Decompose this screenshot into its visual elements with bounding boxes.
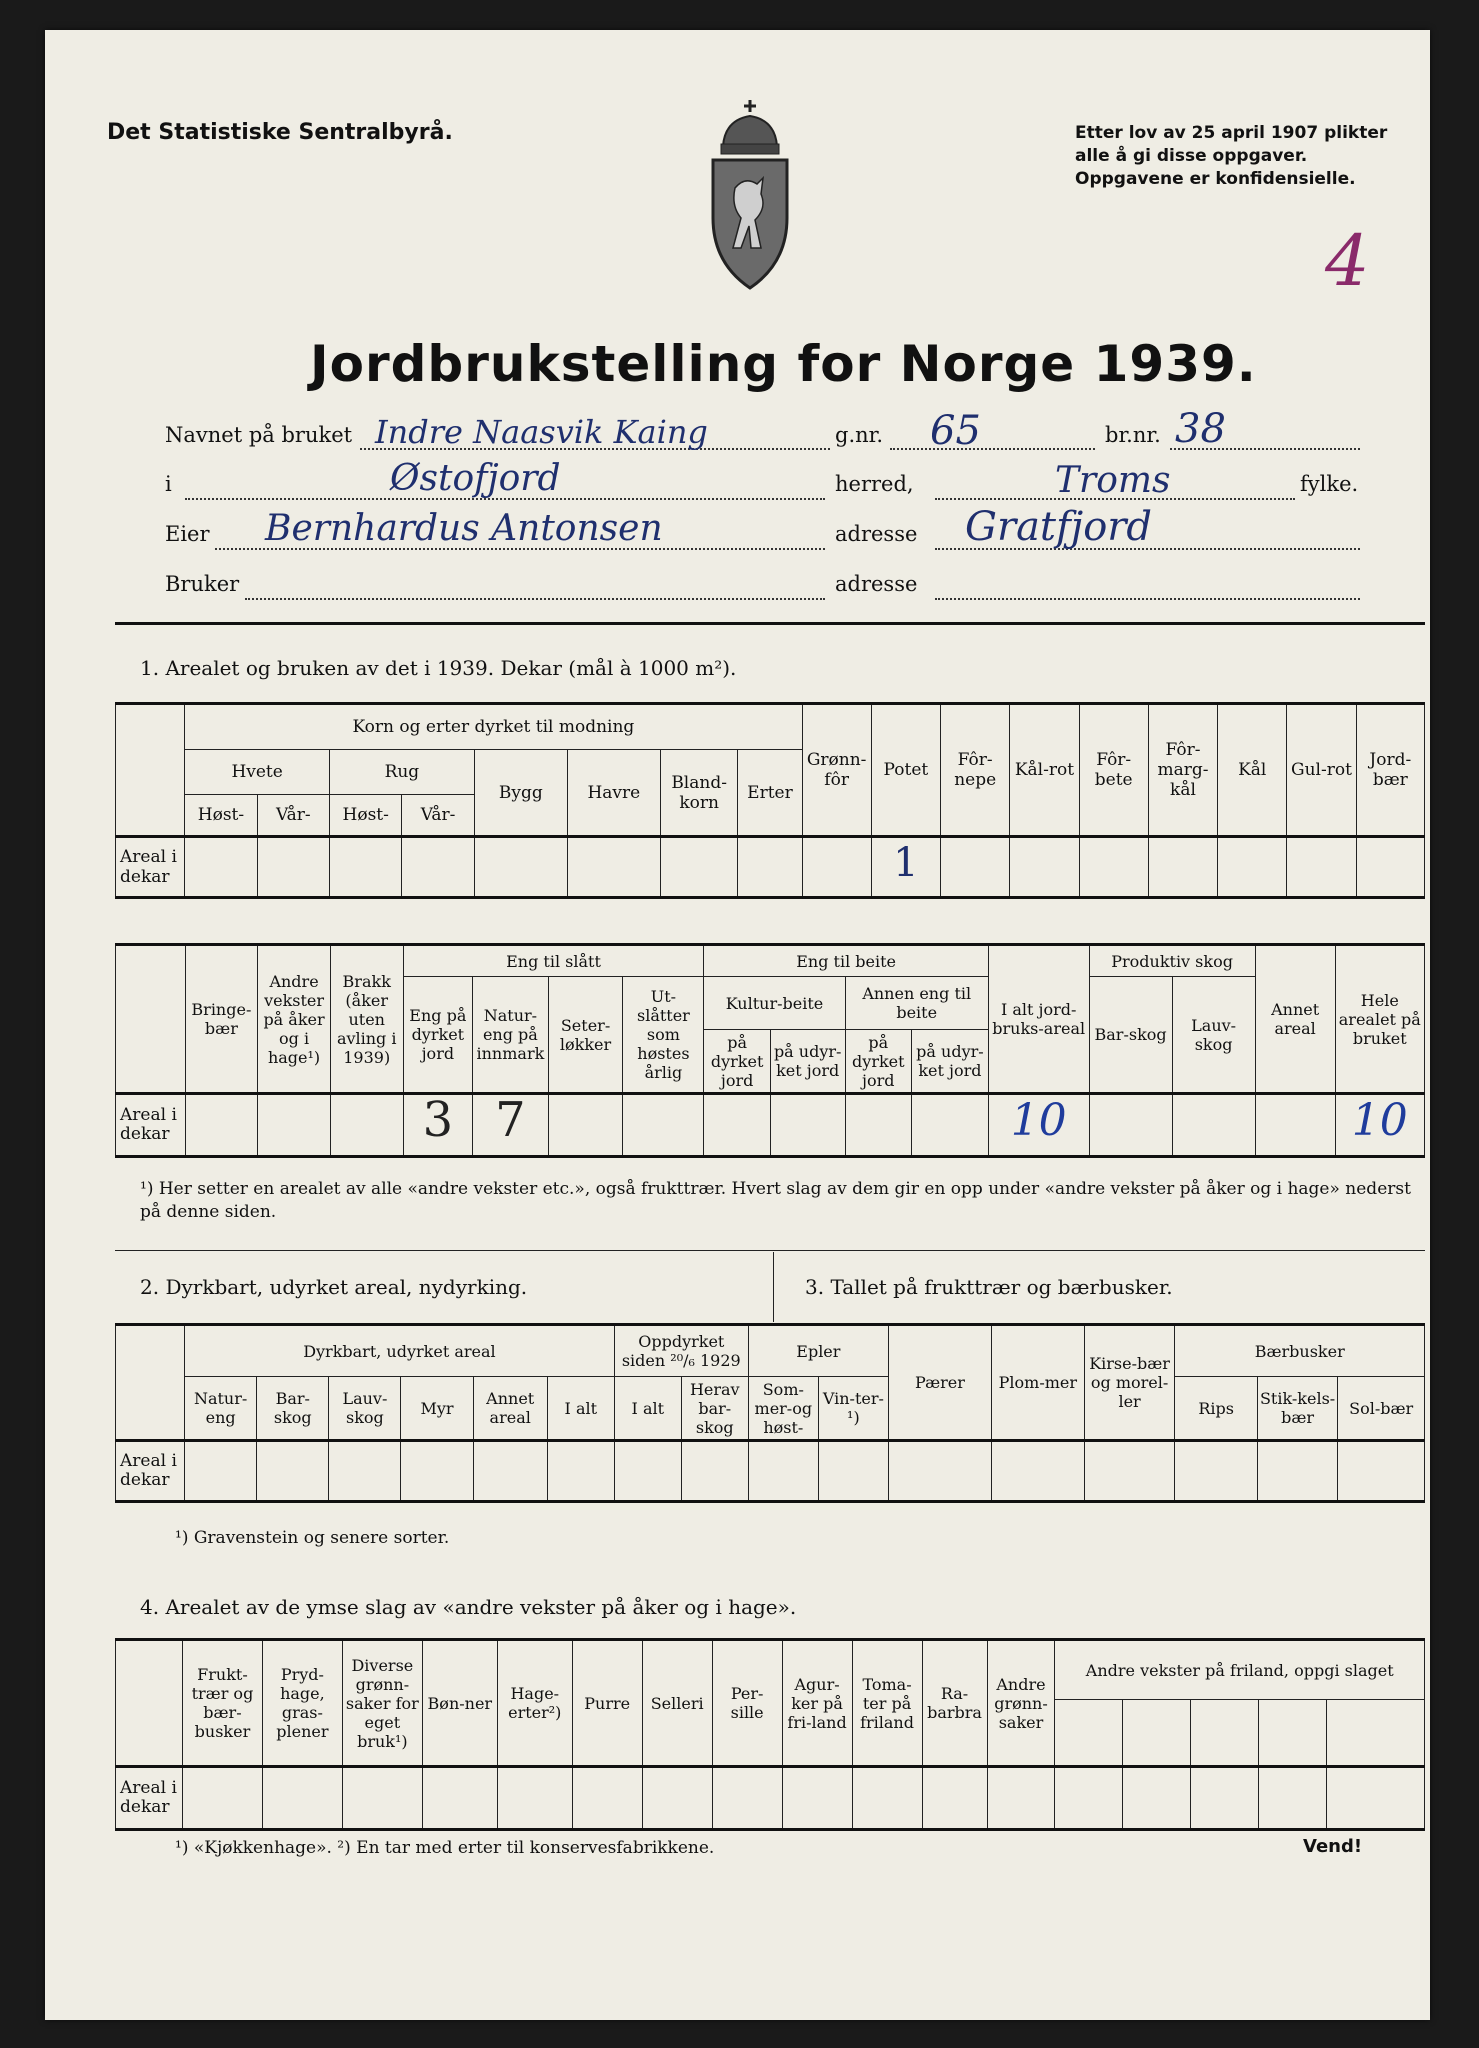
form-page	[45, 30, 1430, 2020]
owner-address-label: adresse	[835, 522, 918, 546]
divider	[115, 1250, 1425, 1251]
section-4-heading: 4. Arealet av de ymse slag av «andre vekster på åker og i hage».	[140, 1595, 797, 1619]
cell-natureng[interactable]	[473, 1091, 549, 1157]
cell-seterlokker[interactable]	[548, 1094, 623, 1157]
section-2-3-data-row	[116, 1441, 1425, 1502]
col-myr: Myr	[401, 1377, 473, 1441]
cell-selleri[interactable]	[642, 1767, 712, 1830]
cell-bonner[interactable]	[422, 1767, 497, 1830]
col-hageerter: Hage-erter²)	[497, 1640, 572, 1767]
cell-plommer[interactable]	[991, 1441, 1084, 1502]
col-kultur-udyrket: på udyr-ket jord	[770, 1030, 845, 1094]
cell-hvete-var[interactable]	[257, 837, 329, 898]
section-4-data-row	[116, 1767, 1425, 1830]
col-annen-udyrket: på udyr-ket jord	[912, 1030, 989, 1094]
cell-prydhage[interactable]	[262, 1767, 342, 1830]
row-label-areal-d: Areal i dekar	[116, 1767, 183, 1830]
col-kultur-dyrket: på dyrket jord	[704, 1030, 770, 1094]
turn-over-note: Vend!	[1303, 1836, 1363, 1857]
row-label-header-c	[116, 1325, 185, 1441]
cell-formargkal[interactable]	[1148, 837, 1217, 898]
row-label-areal: Areal i dekar	[116, 837, 185, 898]
col-seterlokker: Seter-løkker	[548, 977, 623, 1094]
col-selleri: Selleri	[642, 1640, 712, 1767]
cell-potet[interactable]	[871, 837, 940, 898]
eng-beite-group: Eng til beite	[704, 945, 988, 977]
oppdyrket-group: Oppdyrket siden ²⁰/₆ 1929	[614, 1325, 748, 1377]
cell-forbete[interactable]	[1079, 837, 1148, 898]
col-blandkorn: Bland-korn	[660, 750, 738, 837]
col-oppdyrket-i-alt: I alt	[614, 1377, 681, 1441]
col-forbete: Fôr-bete	[1079, 704, 1148, 837]
cell-kal[interactable]	[1218, 837, 1287, 898]
col-barskog: Bar-skog	[1089, 977, 1172, 1094]
cell-myr[interactable]	[401, 1441, 473, 1502]
epler-group: Epler	[748, 1325, 888, 1377]
cell-rug-var[interactable]	[402, 837, 474, 898]
col-fornepe: Fôr-nepe	[941, 704, 1010, 837]
owner-value[interactable]: Bernhardus Antonsen	[265, 508, 663, 549]
legal-line-2: alle å gi disse oppgaver.	[1075, 146, 1308, 166]
cell-epler-vinter[interactable]	[818, 1441, 888, 1502]
row-label-areal-c: Areal i dekar	[116, 1441, 185, 1502]
baerbusker-group: Bærbusker	[1175, 1325, 1425, 1377]
coat-of-arms-emblem	[705, 98, 795, 298]
col-kirsebaer: Kirse-bær og morel-ler	[1084, 1325, 1175, 1441]
col-prydhage: Pryd-hage, gras-plener	[262, 1640, 342, 1767]
cell-bygg[interactable]	[474, 837, 567, 898]
section-2-3-table	[115, 1323, 1425, 1503]
cell-barskog-2[interactable]	[257, 1441, 329, 1502]
user-address-line	[935, 598, 1360, 600]
gnr-value[interactable]: 65	[930, 408, 981, 454]
cell-friland-3[interactable]	[1191, 1767, 1259, 1830]
col-paerer: Pærer	[888, 1325, 991, 1441]
row-label-header-b	[116, 945, 186, 1094]
farm-label: Navnet på bruket	[165, 423, 353, 447]
row-label-header	[116, 704, 185, 837]
gnr-label: g.nr.	[835, 423, 884, 447]
cell-friland-2[interactable]	[1123, 1767, 1191, 1830]
col-frukttraer: Frukt-trær og bær-busker	[182, 1640, 262, 1767]
row-label-areal-b: Areal i dekar	[116, 1094, 186, 1157]
cell-agurker[interactable]	[782, 1767, 852, 1830]
col-annet-areal-2: Annet areal	[473, 1377, 547, 1441]
i-label: i	[165, 472, 172, 496]
col-bonner: Bøn-ner	[422, 1640, 497, 1767]
col-kal: Kål	[1218, 704, 1287, 837]
eng-slatt-group: Eng til slått	[403, 945, 704, 977]
user-line	[245, 598, 825, 600]
cell-kirsebaer[interactable]	[1084, 1441, 1175, 1502]
annen-eng-group: Annen eng til beite	[845, 977, 988, 1030]
produktiv-skog-group: Produktiv skog	[1089, 945, 1255, 977]
cell-jordbaer[interactable]	[1356, 837, 1424, 898]
cell-solbaer[interactable]	[1338, 1441, 1425, 1502]
cell-i-alt[interactable]	[988, 1094, 1089, 1157]
cell-annen-dyrket[interactable]	[845, 1094, 911, 1157]
land-use-table-b	[115, 943, 1425, 1158]
cell-kalrot[interactable]	[1010, 837, 1079, 898]
col-annet-areal: Annet areal	[1255, 945, 1335, 1094]
col-rug: Rug	[330, 750, 475, 795]
col-erter: Erter	[738, 750, 802, 837]
cell-fornepe[interactable]	[941, 837, 1010, 898]
legal-line-1: Etter lov av 25 april 1907 plikter	[1075, 123, 1388, 143]
cell-lauvskog[interactable]	[1172, 1094, 1255, 1157]
cell-tomater[interactable]	[852, 1767, 922, 1830]
col-epler-vinter: Vin-ter-¹)	[818, 1377, 888, 1441]
cell-kultur-dyrket[interactable]	[704, 1094, 770, 1157]
land-use-table-a	[115, 702, 1425, 899]
col-friland-4[interactable]	[1259, 1700, 1327, 1767]
col-stikkelsbaer: Stik-kels-bær	[1257, 1377, 1337, 1441]
cell-oppdyrket-i-alt[interactable]	[614, 1441, 681, 1502]
user-label: Bruker	[165, 572, 240, 596]
cell-annen-udyrket[interactable]	[912, 1094, 989, 1157]
form-title: Jordbrukstelling for Norge 1939.	[310, 335, 1257, 393]
col-i-alt-2: I alt	[547, 1377, 614, 1441]
col-persille: Per-sille	[712, 1640, 782, 1767]
cell-i-alt-2[interactable]	[547, 1441, 614, 1502]
page-mark-number: 4	[1325, 220, 1370, 302]
col-kalrot: Kål-rot	[1010, 704, 1079, 837]
divider	[115, 622, 1425, 625]
brnr-value[interactable]: 38	[1175, 406, 1226, 452]
section-1-heading: 1. Arealet og bruken av det i 1939. Dekar (mål à 1000 m²).	[140, 656, 737, 680]
col-epler-sommer: Som-mer-og høst-	[748, 1377, 818, 1441]
col-friland-3[interactable]	[1191, 1700, 1259, 1767]
col-potet: Potet	[871, 704, 940, 837]
gnr-line	[890, 448, 1095, 450]
cell-stikkelsbaer[interactable]	[1257, 1441, 1337, 1502]
cell-rabarbra[interactable]	[922, 1767, 987, 1830]
table-a-data-row	[116, 837, 1425, 898]
agency-name: Det Statistiske Sentralbyrå.	[107, 120, 453, 145]
farm-name-value[interactable]: Indre Naasvik Kaing	[375, 413, 708, 451]
cell-annet-2[interactable]	[473, 1441, 547, 1502]
col-friland-5[interactable]	[1327, 1700, 1425, 1767]
section-1-footnote: ¹) Her setter en arealet av alle «andre vekster etc.», også frukttrær. Hvert slag av dem gir en opp under «andre vekster på åker og i hage» nederst på denne siden.	[140, 1179, 1411, 1222]
cell-friland-4[interactable]	[1259, 1767, 1327, 1830]
col-rips: Rips	[1175, 1377, 1257, 1441]
col-herav-barskog: Herav bar-skog	[681, 1377, 748, 1441]
col-havre: Havre	[567, 750, 660, 837]
col-diverse: Diverse grønn-saker for eget bruk¹)	[342, 1640, 422, 1767]
fylke-label: fylke.	[1300, 472, 1359, 496]
col-plommer: Plom-mer	[991, 1325, 1084, 1441]
cell-annet-areal[interactable]	[1255, 1094, 1335, 1157]
cell-purre[interactable]	[572, 1767, 642, 1830]
col-lauvskog: Lauv-skog	[1172, 977, 1255, 1094]
cell-barskog[interactable]	[1089, 1094, 1172, 1157]
section-2-heading: 2. Dyrkbart, udyrket areal, nydyrking.	[140, 1275, 528, 1299]
korn-group-header: Korn og erter dyrket til modning	[185, 704, 802, 750]
kulturbeite-group: Kultur-beite	[704, 977, 845, 1030]
col-hvete-host: Høst-	[185, 795, 257, 837]
col-bygg: Bygg	[474, 750, 567, 837]
cell-andre-vekster[interactable]	[258, 1094, 331, 1157]
cell-epler-sommer[interactable]	[748, 1441, 818, 1502]
section-3-heading: 3. Tallet på frukttrær og bærbusker.	[805, 1275, 1173, 1299]
col-purre: Purre	[572, 1640, 642, 1767]
cell-gronnfor[interactable]	[802, 837, 871, 898]
col-rug-var: Vår-	[402, 795, 474, 837]
col-agurker: Agur-ker på fri-land	[782, 1640, 852, 1767]
col-hele-arealet: Hele arealet på bruket	[1335, 945, 1424, 1094]
col-rug-host: Høst-	[330, 795, 402, 837]
section-divider-vertical	[773, 1252, 774, 1322]
col-natureng: Natur-eng på innmark	[473, 977, 549, 1094]
section-4-table	[115, 1638, 1425, 1831]
col-utslatter: Ut-slåtter som høstes årlig	[623, 977, 704, 1094]
owner-label: Eier	[165, 522, 210, 546]
row-label-header-d	[116, 1640, 183, 1767]
fylke-value[interactable]: Troms	[1055, 460, 1171, 501]
cell-andre-gronnsaker[interactable]	[987, 1767, 1055, 1830]
cell-lauvskog-2[interactable]	[329, 1441, 401, 1502]
col-natureng-2: Natur-eng	[185, 1377, 257, 1441]
col-formargkal: Fôr-marg-kål	[1148, 704, 1217, 837]
cell-diverse[interactable]	[342, 1767, 422, 1830]
col-andre-gronnsaker: Andre grønn-saker	[987, 1640, 1055, 1767]
cell-brakk[interactable]	[330, 1094, 403, 1157]
cell-hvete-host[interactable]	[185, 837, 257, 898]
table-b-data-row	[116, 1094, 1425, 1157]
eng-dyrket-value: 3	[422, 1091, 454, 1148]
col-solbaer: Sol-bær	[1338, 1377, 1425, 1441]
dyrkbart-group: Dyrkbart, udyrket areal	[185, 1325, 615, 1377]
cell-frukttraer[interactable]	[182, 1767, 262, 1830]
potet-value: 1	[893, 840, 919, 886]
cell-hageerter[interactable]	[497, 1767, 572, 1830]
col-jordbaer: Jord-bær	[1356, 704, 1424, 837]
cell-eng-dyrket[interactable]	[403, 1091, 473, 1157]
cell-erter[interactable]	[738, 837, 802, 898]
cell-kultur-udyrket[interactable]	[770, 1094, 845, 1157]
i-alt-value: 10	[1010, 1095, 1067, 1146]
col-bringebaer: Bringe-bær	[185, 945, 258, 1094]
col-friland-1[interactable]	[1055, 1700, 1123, 1767]
col-gronnfor: Grønn-fôr	[802, 704, 871, 837]
col-annen-dyrket: på dyrket jord	[845, 1030, 911, 1094]
legal-notice	[1075, 122, 1387, 191]
cell-gulrot[interactable]	[1287, 837, 1356, 898]
col-lauvskog-2: Lauv-skog	[329, 1377, 401, 1441]
cell-paerer[interactable]	[888, 1441, 991, 1502]
cell-utslatter[interactable]	[623, 1094, 704, 1157]
section-2-footnote: ¹) Gravenstein og senere sorter.	[175, 1528, 450, 1548]
col-barskog-2: Bar-skog	[257, 1377, 329, 1441]
cell-friland-1[interactable]	[1055, 1767, 1123, 1830]
herred-value[interactable]: Østofjord	[390, 458, 561, 499]
section-4-footnote: ¹) «Kjøkkenhage». ²) En tar med erter til konservesfabrikkene.	[175, 1838, 715, 1858]
col-hvete: Hvete	[185, 750, 330, 795]
cell-rips[interactable]	[1175, 1441, 1257, 1502]
user-address-label: adresse	[835, 572, 918, 596]
col-brakk: Brakk (åker uten avling i 1939)	[330, 945, 403, 1094]
col-hvete-var: Vår-	[257, 795, 329, 837]
cell-havre[interactable]	[567, 837, 660, 898]
legal-line-3: Oppgavene er konfidensielle.	[1075, 169, 1356, 189]
cell-herav-barskog[interactable]	[681, 1441, 748, 1502]
brnr-label: br.nr.	[1105, 423, 1161, 447]
herred-label: herred,	[835, 472, 914, 496]
col-friland-2[interactable]	[1123, 1700, 1191, 1767]
col-eng-dyrket: Eng på dyrket jord	[403, 977, 473, 1094]
cell-natureng-2[interactable]	[185, 1441, 257, 1502]
cell-persille[interactable]	[712, 1767, 782, 1830]
col-tomater: Toma-ter på friland	[852, 1640, 922, 1767]
cell-bringebaer[interactable]	[185, 1094, 258, 1157]
cell-friland-5[interactable]	[1327, 1767, 1425, 1830]
col-gulrot: Gul-rot	[1287, 704, 1356, 837]
hele-arealet-value: 10	[1351, 1095, 1408, 1146]
col-andre-vekster: Andre vekster på åker og i hage¹)	[258, 945, 331, 1094]
natureng-value: 7	[495, 1091, 526, 1148]
cell-blandkorn[interactable]	[660, 837, 738, 898]
owner-address-value[interactable]: Gratfjord	[965, 504, 1153, 550]
andre-vekster-friland-group: Andre vekster på friland, oppgi slaget	[1055, 1640, 1425, 1700]
col-rabarbra: Ra-barbra	[922, 1640, 987, 1767]
cell-hele-arealet[interactable]	[1335, 1094, 1424, 1157]
col-i-alt-jordbruksareal: I alt jord-bruks-areal	[988, 945, 1089, 1094]
cell-rug-host[interactable]	[330, 837, 402, 898]
